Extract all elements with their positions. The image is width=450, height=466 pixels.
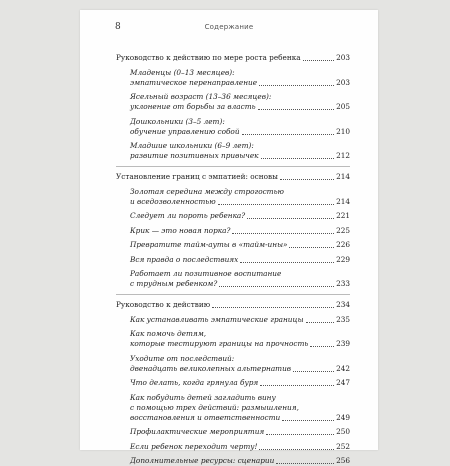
toc-entry[interactable] <box>116 300 350 310</box>
toc-entry-title: Установление границ с эмпатией: основы <box>116 172 278 181</box>
dot-leader <box>266 434 334 435</box>
toc-entry-line <box>116 68 350 78</box>
toc-entry-title: Профилактические мероприятия <box>130 427 265 436</box>
section-divider <box>116 294 350 295</box>
toc-entry-title: Младшие школьники (6–9 лет): <box>130 141 254 150</box>
toc-entry-line <box>116 403 350 413</box>
toc-entry[interactable] <box>116 151 350 161</box>
toc-entry-title: обучение управлению собой <box>130 126 240 136</box>
toc-entry-title: Руководство к действию по мере роста ребенка <box>116 53 301 62</box>
toc-entry-line <box>116 354 350 364</box>
toc-page-number: 214 <box>336 196 350 206</box>
dot-leader <box>261 158 335 159</box>
toc-entry-title: Работает ли позитивное воспитание <box>130 269 282 278</box>
toc-page-number: 214 <box>336 172 350 181</box>
toc-page-number: 233 <box>336 279 350 288</box>
dot-leader <box>280 179 334 180</box>
toc-entry-title: Дошкольники (3–5 лет): <box>130 116 225 126</box>
toc-entry[interactable] <box>116 315 350 325</box>
toc-entry[interactable] <box>116 226 350 236</box>
section-divider <box>116 166 350 167</box>
toc-entry[interactable] <box>116 378 350 388</box>
toc-page-number: 210 <box>336 126 350 136</box>
toc-entry[interactable] <box>116 339 350 349</box>
toc-entry[interactable] <box>116 78 350 88</box>
dot-leader <box>219 286 334 287</box>
toc-entry[interactable] <box>116 240 350 250</box>
dot-leader <box>259 449 334 450</box>
toc-page-number: 229 <box>336 254 350 264</box>
dot-leader <box>240 262 334 263</box>
toc-entry-title: и вседозволенностью <box>130 196 216 206</box>
toc-entry-title: Как побудить детей загладить вину <box>130 392 276 402</box>
dot-leader <box>310 346 334 347</box>
toc-page-number: 212 <box>336 151 350 160</box>
toc-entry-title: Руководство к действию <box>116 300 211 309</box>
toc-entry[interactable] <box>116 442 350 452</box>
dot-leader <box>289 247 334 248</box>
toc-page-number: 235 <box>336 314 350 324</box>
dot-leader <box>232 233 334 234</box>
toc-entry-line <box>116 117 350 127</box>
toc-entry-title: Ясельный возраст (13–36 месяцев): <box>130 92 272 101</box>
running-title: Содержание <box>204 23 254 31</box>
toc-entry-line <box>116 187 350 197</box>
toc-entry-title: Вся правда о последствиях <box>130 254 239 264</box>
toc-page-number: 203 <box>336 77 350 87</box>
dot-leader <box>212 307 334 308</box>
toc-page-number: 226 <box>336 240 350 249</box>
toc-entry[interactable] <box>116 255 350 265</box>
page-header <box>80 22 378 34</box>
toc-entry-line <box>116 141 350 151</box>
toc-entry[interactable] <box>116 413 350 423</box>
toc-entry[interactable] <box>116 279 350 289</box>
toc-page-number: 234 <box>336 300 350 309</box>
toc-page-number: 203 <box>336 53 350 62</box>
dot-leader <box>276 463 334 464</box>
toc-page-number: 225 <box>336 225 350 235</box>
toc-entry-title: Уходите от последствий: <box>130 353 235 363</box>
toc-entry[interactable] <box>116 364 350 374</box>
toc-entry-title: развитие позитивных привычек <box>130 151 259 160</box>
toc-entry-line <box>116 393 350 403</box>
toc-page-number: 239 <box>336 339 350 348</box>
toc-entry-title: Что делать, когда грянула буря <box>130 378 259 387</box>
toc-entry[interactable] <box>116 53 350 63</box>
toc-entry[interactable] <box>116 102 350 112</box>
toc-entry-title: которые тестируют границы на прочность <box>130 339 309 348</box>
dot-leader <box>247 218 334 219</box>
dot-leader <box>306 322 335 323</box>
toc-entry-title: Младенцы (0–13 месяцев): <box>130 67 235 77</box>
dot-leader <box>258 109 334 110</box>
toc-entry-title: Как помочь детям, <box>130 329 207 338</box>
toc-entry[interactable] <box>116 127 350 137</box>
toc-entry[interactable] <box>116 211 350 221</box>
toc-page-number: 249 <box>336 412 350 422</box>
toc-page-number: 256 <box>336 456 350 465</box>
toc-entry-title: Превратите тайм-ауты в «тайм-ины» <box>130 240 288 249</box>
toc-page-number: 242 <box>336 363 350 373</box>
toc-page-number: 247 <box>336 378 350 387</box>
dot-leader <box>282 420 334 421</box>
toc-page-number: 205 <box>336 102 350 111</box>
page-number: 8 <box>115 22 121 32</box>
toc-entry-line <box>116 269 350 279</box>
toc-entry-title: двенадцать великолепных альтернатив <box>130 363 292 373</box>
toc-entry-title: эмпатическое перенаправление <box>130 77 258 87</box>
dot-leader <box>293 371 334 372</box>
toc-entry-line <box>116 329 350 339</box>
toc-entry-title: с трудным ребенком? <box>130 279 218 288</box>
toc-entry-title: Как устанавливать эмпатические границы <box>130 314 304 324</box>
toc-entry[interactable] <box>116 197 350 207</box>
book-page <box>80 10 378 465</box>
toc-entry[interactable] <box>116 456 350 466</box>
toc-entry-title: восстановления и ответственности <box>130 412 281 422</box>
toc-entry[interactable] <box>116 172 350 182</box>
dot-leader <box>260 385 334 386</box>
toc-page-number: 252 <box>336 441 350 451</box>
toc-entry-title: с помощью трех действий: размышления, <box>130 402 299 412</box>
toc-entry-title: Дополнительные ресурсы: сценарии <box>130 456 275 465</box>
toc-entry-line <box>116 92 350 102</box>
toc-page-number: 221 <box>336 211 350 220</box>
toc-entry-title: Следует ли пороть ребенка? <box>130 211 246 220</box>
toc-entry-title: уклонение от борьбы за власть <box>130 102 256 111</box>
toc-entry-title: Крик — это новая порка? <box>130 225 231 235</box>
toc-entry-title: Если ребенок переходит черту! <box>130 441 258 451</box>
dot-leader <box>303 60 334 61</box>
dot-leader <box>242 134 335 135</box>
toc-entry[interactable] <box>116 427 350 437</box>
table-of-contents <box>116 53 350 466</box>
dot-leader <box>218 204 334 205</box>
toc-entry-title: Золотая середина между строгостью <box>130 186 284 196</box>
dot-leader <box>259 85 334 86</box>
toc-page-number: 250 <box>336 427 350 436</box>
